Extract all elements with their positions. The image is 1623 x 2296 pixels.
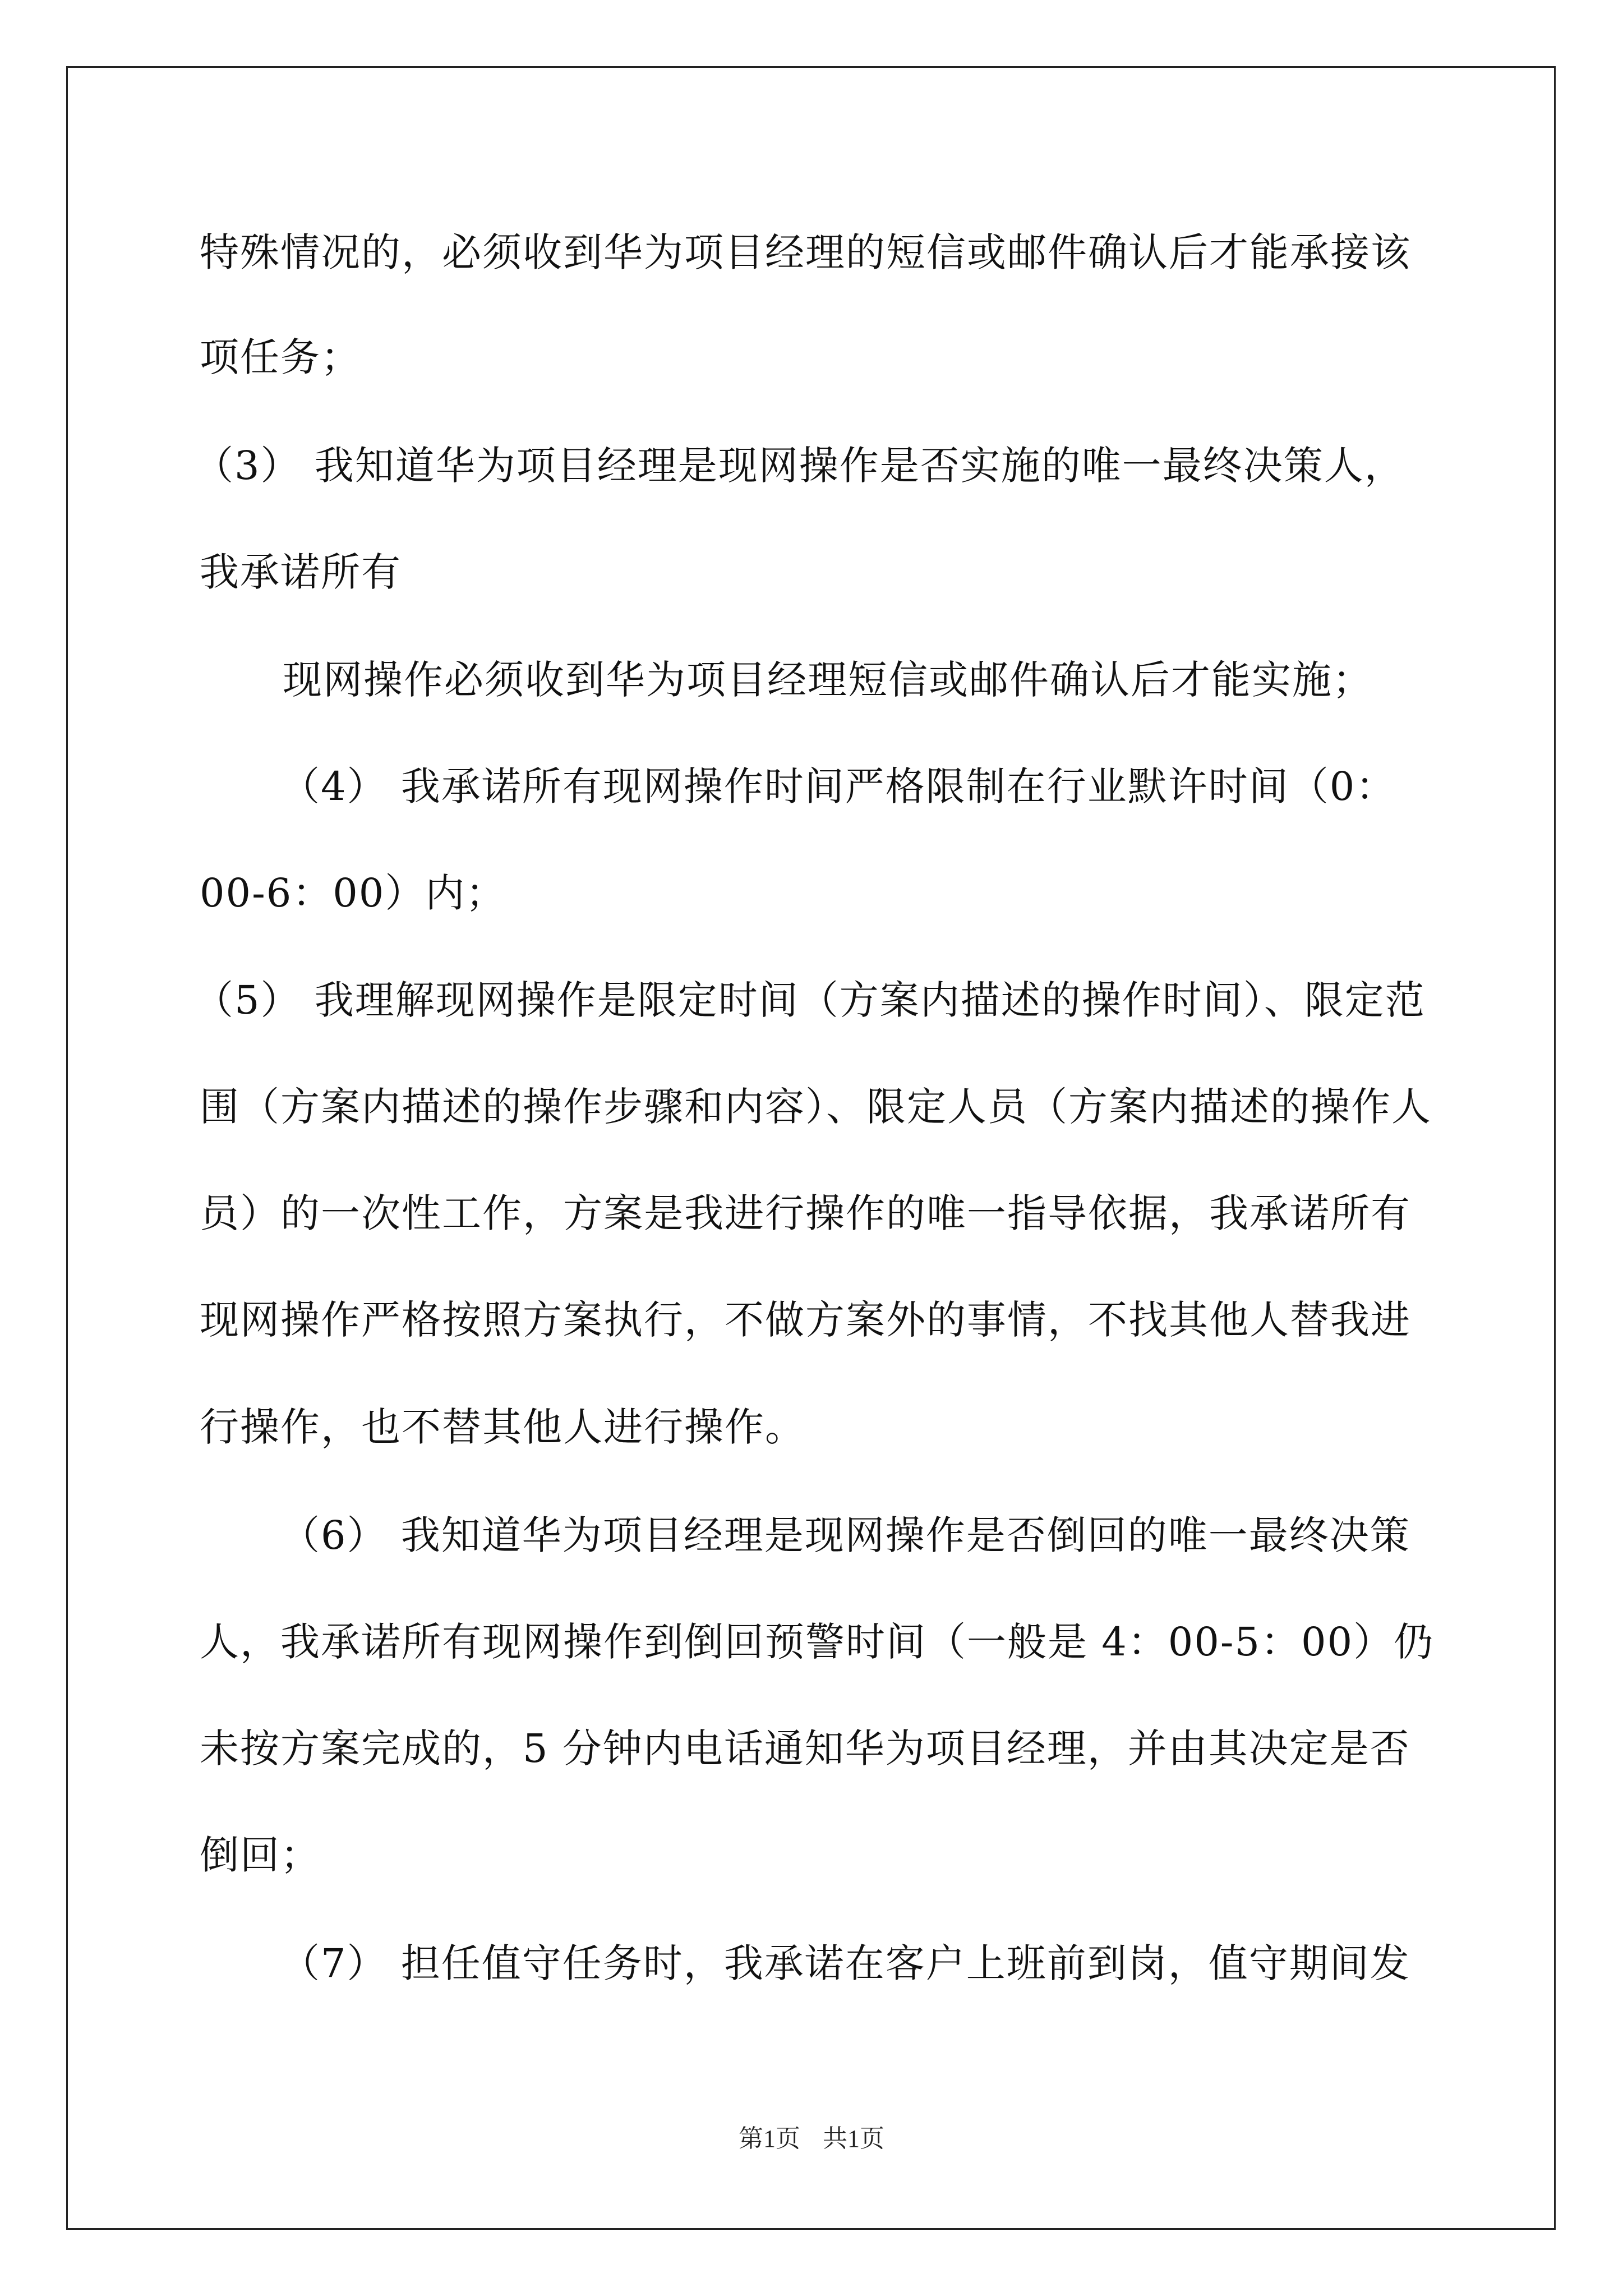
text-line-3: （3） 我知道华为项目经理是现网操作是否实施的唯一最终决策人，: [194, 443, 1405, 489]
page-footer: [0, 2124, 1623, 2154]
text-line-17: （7） 担任值守任务时，我承诺在客户上班前到岗，值守期间发: [280, 1940, 1410, 1986]
text-line-9: 围（方案内描述的操作步骤和内容）、限定人员（方案内描述的操作人: [200, 1084, 1432, 1130]
text-line-13: （6） 我知道华为项目经理是现网操作是否倒回的唯一最终决策: [280, 1512, 1410, 1558]
text-line-10: 员）的一次性工作，方案是我进行操作的唯一指导依据，我承诺所有: [200, 1190, 1411, 1236]
text-line-4: 我承诺所有: [200, 549, 402, 595]
text-line-2: 项任务；: [200, 334, 361, 380]
text-line-14: 人，我承诺所有现网操作到倒回预警时间（一般是 4：00-5：00）仍: [200, 1619, 1435, 1665]
page-border: [66, 66, 1556, 2230]
text-line-7: 00-6：00）内；: [200, 870, 506, 916]
text-line-15: 未按方案完成的，5 分钟内电话通知华为项目经理，并由其决定是否: [200, 1726, 1410, 1772]
text-line-12: 行操作，也不替其他人进行操作。: [200, 1404, 805, 1450]
page-current-label: 第1页: [739, 2125, 800, 2152]
text-line-8: （5） 我理解现网操作是限定时间（方案内描述的操作时间）、限定范: [194, 977, 1426, 1023]
text-line-16: 倒回；: [200, 1832, 321, 1878]
page-total-label: 共1页: [823, 2125, 884, 2152]
text-line-5: 现网操作必须收到华为项目经理短信或邮件确认后才能实施；: [283, 657, 1373, 703]
text-line-6: （4） 我承诺所有现网操作时间严格限制在行业默许时间（0：: [280, 763, 1396, 809]
text-line-1: 特殊情况的，必须收到华为项目经理的短信或邮件确认后才能承接该: [200, 229, 1411, 275]
text-line-11: 现网操作严格按照方案执行，不做方案外的事情，不找其他人替我进: [200, 1297, 1411, 1343]
